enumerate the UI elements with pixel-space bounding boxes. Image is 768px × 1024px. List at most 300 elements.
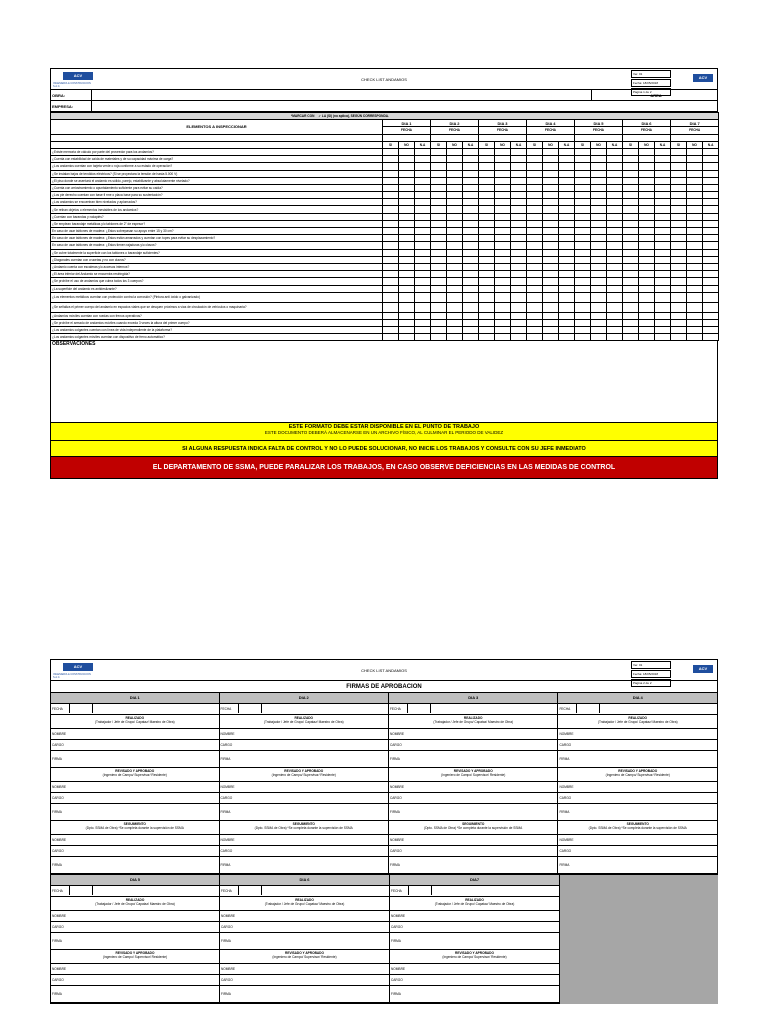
answer-cell[interactable] bbox=[655, 278, 671, 285]
answer-cell[interactable] bbox=[623, 177, 639, 184]
answer-cell[interactable] bbox=[559, 334, 575, 341]
answer-cell[interactable] bbox=[671, 163, 687, 170]
date-input[interactable] bbox=[527, 134, 575, 141]
answer-cell[interactable] bbox=[639, 148, 655, 155]
nombre-field[interactable] bbox=[558, 782, 717, 793]
answer-cell[interactable] bbox=[463, 228, 479, 235]
answer-cell[interactable] bbox=[511, 235, 527, 242]
answer-cell[interactable] bbox=[383, 249, 399, 256]
answer-cell[interactable] bbox=[575, 156, 591, 163]
cargo-field[interactable] bbox=[558, 740, 717, 751]
answer-cell[interactable] bbox=[415, 242, 431, 249]
answer-cell[interactable] bbox=[687, 285, 703, 292]
answer-cell[interactable] bbox=[431, 206, 447, 213]
answer-cell[interactable] bbox=[607, 184, 623, 191]
answer-cell[interactable] bbox=[431, 220, 447, 227]
answer-cell[interactable] bbox=[511, 148, 527, 155]
answer-cell[interactable] bbox=[463, 271, 479, 278]
answer-cell[interactable] bbox=[479, 312, 495, 319]
cargo-field[interactable] bbox=[51, 846, 219, 857]
answer-cell[interactable] bbox=[415, 292, 431, 302]
answer-cell[interactable] bbox=[543, 242, 559, 249]
answer-cell[interactable] bbox=[655, 327, 671, 334]
answer-cell[interactable] bbox=[479, 206, 495, 213]
answer-cell[interactable] bbox=[671, 156, 687, 163]
answer-cell[interactable] bbox=[671, 249, 687, 256]
answer-cell[interactable] bbox=[447, 156, 463, 163]
answer-cell[interactable] bbox=[463, 199, 479, 206]
answer-cell[interactable] bbox=[575, 206, 591, 213]
answer-cell[interactable] bbox=[527, 312, 543, 319]
answer-cell[interactable] bbox=[463, 263, 479, 270]
answer-cell[interactable] bbox=[607, 249, 623, 256]
answer-cell[interactable] bbox=[687, 220, 703, 227]
answer-cell[interactable] bbox=[623, 184, 639, 191]
answer-cell[interactable] bbox=[639, 163, 655, 170]
answer-cell[interactable] bbox=[527, 256, 543, 263]
answer-cell[interactable] bbox=[623, 285, 639, 292]
answer-cell[interactable] bbox=[431, 228, 447, 235]
answer-cell[interactable] bbox=[655, 235, 671, 242]
answer-cell[interactable] bbox=[399, 235, 415, 242]
answer-cell[interactable] bbox=[687, 199, 703, 206]
answer-cell[interactable] bbox=[655, 170, 671, 177]
answer-cell[interactable] bbox=[527, 213, 543, 220]
answer-cell[interactable] bbox=[639, 278, 655, 285]
answer-cell[interactable] bbox=[623, 292, 639, 302]
cargo-field[interactable] bbox=[51, 740, 219, 751]
answer-cell[interactable] bbox=[431, 319, 447, 326]
answer-cell[interactable] bbox=[543, 256, 559, 263]
answer-cell[interactable] bbox=[639, 256, 655, 263]
answer-cell[interactable] bbox=[431, 302, 447, 312]
answer-cell[interactable] bbox=[607, 228, 623, 235]
answer-cell[interactable] bbox=[495, 292, 511, 302]
answer-cell[interactable] bbox=[511, 292, 527, 302]
answer-cell[interactable] bbox=[527, 327, 543, 334]
answer-cell[interactable] bbox=[671, 263, 687, 270]
answer-cell[interactable] bbox=[703, 271, 719, 278]
answer-cell[interactable] bbox=[511, 184, 527, 191]
answer-cell[interactable] bbox=[575, 312, 591, 319]
answer-cell[interactable] bbox=[479, 235, 495, 242]
answer-cell[interactable] bbox=[575, 184, 591, 191]
answer-cell[interactable] bbox=[511, 271, 527, 278]
answer-cell[interactable] bbox=[479, 156, 495, 163]
answer-cell[interactable] bbox=[671, 278, 687, 285]
answer-cell[interactable] bbox=[463, 256, 479, 263]
answer-cell[interactable] bbox=[415, 148, 431, 155]
answer-cell[interactable] bbox=[687, 170, 703, 177]
answer-cell[interactable] bbox=[383, 292, 399, 302]
answer-cell[interactable] bbox=[543, 249, 559, 256]
firma-field[interactable] bbox=[51, 986, 219, 1003]
answer-cell[interactable] bbox=[415, 302, 431, 312]
answer-cell[interactable] bbox=[687, 228, 703, 235]
firma-field[interactable] bbox=[51, 751, 219, 768]
answer-cell[interactable] bbox=[543, 199, 559, 206]
answer-cell[interactable] bbox=[415, 199, 431, 206]
answer-cell[interactable] bbox=[559, 235, 575, 242]
answer-cell[interactable] bbox=[591, 327, 607, 334]
answer-cell[interactable] bbox=[543, 213, 559, 220]
answer-cell[interactable] bbox=[495, 263, 511, 270]
answer-cell[interactable] bbox=[607, 263, 623, 270]
answer-cell[interactable] bbox=[383, 271, 399, 278]
answer-cell[interactable] bbox=[431, 263, 447, 270]
answer-cell[interactable] bbox=[639, 242, 655, 249]
answer-cell[interactable] bbox=[431, 312, 447, 319]
answer-cell[interactable] bbox=[447, 292, 463, 302]
answer-cell[interactable] bbox=[575, 292, 591, 302]
answer-cell[interactable] bbox=[415, 220, 431, 227]
answer-cell[interactable] bbox=[655, 213, 671, 220]
answer-cell[interactable] bbox=[447, 302, 463, 312]
answer-cell[interactable] bbox=[607, 271, 623, 278]
answer-cell[interactable] bbox=[559, 249, 575, 256]
answer-cell[interactable] bbox=[511, 177, 527, 184]
answer-cell[interactable] bbox=[479, 263, 495, 270]
nombre-field[interactable] bbox=[220, 911, 389, 922]
answer-cell[interactable] bbox=[479, 327, 495, 334]
answer-cell[interactable] bbox=[511, 163, 527, 170]
nombre-field[interactable] bbox=[51, 782, 219, 793]
answer-cell[interactable] bbox=[655, 206, 671, 213]
answer-cell[interactable] bbox=[527, 177, 543, 184]
answer-cell[interactable] bbox=[591, 170, 607, 177]
answer-cell[interactable] bbox=[559, 256, 575, 263]
answer-cell[interactable] bbox=[703, 334, 719, 341]
firma-field[interactable] bbox=[51, 804, 219, 821]
answer-cell[interactable] bbox=[463, 249, 479, 256]
answer-cell[interactable] bbox=[575, 327, 591, 334]
answer-cell[interactable] bbox=[687, 292, 703, 302]
answer-cell[interactable] bbox=[687, 184, 703, 191]
date-input[interactable] bbox=[575, 134, 623, 141]
answer-cell[interactable] bbox=[463, 319, 479, 326]
answer-cell[interactable] bbox=[575, 148, 591, 155]
answer-cell[interactable] bbox=[559, 285, 575, 292]
answer-cell[interactable] bbox=[703, 278, 719, 285]
answer-cell[interactable] bbox=[575, 170, 591, 177]
answer-cell[interactable] bbox=[495, 170, 511, 177]
answer-cell[interactable] bbox=[383, 327, 399, 334]
nombre-field[interactable] bbox=[389, 782, 557, 793]
cargo-field[interactable] bbox=[51, 975, 219, 986]
answer-cell[interactable] bbox=[511, 228, 527, 235]
answer-cell[interactable] bbox=[559, 242, 575, 249]
answer-cell[interactable] bbox=[527, 302, 543, 312]
answer-cell[interactable] bbox=[399, 163, 415, 170]
answer-cell[interactable] bbox=[575, 278, 591, 285]
answer-cell[interactable] bbox=[559, 170, 575, 177]
answer-cell[interactable] bbox=[607, 285, 623, 292]
answer-cell[interactable] bbox=[591, 206, 607, 213]
answer-cell[interactable] bbox=[495, 249, 511, 256]
answer-cell[interactable] bbox=[639, 235, 655, 242]
answer-cell[interactable] bbox=[431, 184, 447, 191]
answer-cell[interactable] bbox=[591, 156, 607, 163]
nombre-field[interactable] bbox=[51, 911, 219, 922]
answer-cell[interactable] bbox=[591, 319, 607, 326]
answer-cell[interactable] bbox=[607, 199, 623, 206]
answer-cell[interactable] bbox=[575, 163, 591, 170]
answer-cell[interactable] bbox=[575, 263, 591, 270]
answer-cell[interactable] bbox=[655, 163, 671, 170]
answer-cell[interactable] bbox=[559, 319, 575, 326]
answer-cell[interactable] bbox=[671, 312, 687, 319]
answer-cell[interactable] bbox=[591, 220, 607, 227]
answer-cell[interactable] bbox=[591, 334, 607, 341]
answer-cell[interactable] bbox=[543, 170, 559, 177]
nombre-field[interactable] bbox=[51, 835, 219, 846]
answer-cell[interactable] bbox=[431, 249, 447, 256]
nombre-field[interactable] bbox=[389, 835, 557, 846]
answer-cell[interactable] bbox=[703, 242, 719, 249]
answer-cell[interactable] bbox=[575, 228, 591, 235]
answer-cell[interactable] bbox=[559, 199, 575, 206]
answer-cell[interactable] bbox=[559, 177, 575, 184]
answer-cell[interactable] bbox=[383, 206, 399, 213]
answer-cell[interactable] bbox=[447, 235, 463, 242]
answer-cell[interactable] bbox=[559, 302, 575, 312]
answer-cell[interactable] bbox=[447, 334, 463, 341]
answer-cell[interactable] bbox=[623, 327, 639, 334]
answer-cell[interactable] bbox=[527, 192, 543, 199]
answer-cell[interactable] bbox=[703, 256, 719, 263]
firma-field[interactable] bbox=[220, 751, 388, 768]
answer-cell[interactable] bbox=[495, 184, 511, 191]
answer-cell[interactable] bbox=[463, 312, 479, 319]
answer-cell[interactable] bbox=[687, 278, 703, 285]
firma-field[interactable] bbox=[389, 857, 557, 874]
cargo-field[interactable] bbox=[558, 793, 717, 804]
answer-cell[interactable] bbox=[463, 177, 479, 184]
answer-cell[interactable] bbox=[687, 177, 703, 184]
answer-cell[interactable] bbox=[479, 170, 495, 177]
answer-cell[interactable] bbox=[447, 163, 463, 170]
answer-cell[interactable] bbox=[431, 285, 447, 292]
answer-cell[interactable] bbox=[703, 327, 719, 334]
answer-cell[interactable] bbox=[559, 184, 575, 191]
answer-cell[interactable] bbox=[655, 319, 671, 326]
answer-cell[interactable] bbox=[687, 334, 703, 341]
answer-cell[interactable] bbox=[415, 156, 431, 163]
answer-cell[interactable] bbox=[479, 163, 495, 170]
answer-cell[interactable] bbox=[383, 312, 399, 319]
answer-cell[interactable] bbox=[687, 235, 703, 242]
answer-cell[interactable] bbox=[607, 220, 623, 227]
answer-cell[interactable] bbox=[495, 199, 511, 206]
answer-cell[interactable] bbox=[559, 327, 575, 334]
answer-cell[interactable] bbox=[399, 220, 415, 227]
date-input[interactable] bbox=[431, 134, 479, 141]
answer-cell[interactable] bbox=[495, 312, 511, 319]
nombre-field[interactable] bbox=[390, 964, 559, 975]
firma-field[interactable] bbox=[389, 751, 557, 768]
answer-cell[interactable] bbox=[527, 170, 543, 177]
answer-cell[interactable] bbox=[495, 228, 511, 235]
answer-cell[interactable] bbox=[687, 213, 703, 220]
answer-cell[interactable] bbox=[463, 278, 479, 285]
answer-cell[interactable] bbox=[671, 228, 687, 235]
answer-cell[interactable] bbox=[527, 285, 543, 292]
answer-cell[interactable] bbox=[575, 319, 591, 326]
answer-cell[interactable] bbox=[447, 285, 463, 292]
answer-cell[interactable] bbox=[623, 163, 639, 170]
answer-cell[interactable] bbox=[591, 271, 607, 278]
answer-cell[interactable] bbox=[623, 263, 639, 270]
answer-cell[interactable] bbox=[591, 184, 607, 191]
answer-cell[interactable] bbox=[447, 184, 463, 191]
answer-cell[interactable] bbox=[399, 278, 415, 285]
answer-cell[interactable] bbox=[639, 199, 655, 206]
answer-cell[interactable] bbox=[511, 192, 527, 199]
firma-field[interactable] bbox=[558, 857, 717, 874]
answer-cell[interactable] bbox=[383, 156, 399, 163]
answer-cell[interactable] bbox=[383, 263, 399, 270]
answer-cell[interactable] bbox=[495, 334, 511, 341]
answer-cell[interactable] bbox=[479, 192, 495, 199]
answer-cell[interactable] bbox=[671, 148, 687, 155]
answer-cell[interactable] bbox=[527, 242, 543, 249]
answer-cell[interactable] bbox=[591, 278, 607, 285]
fecha-field[interactable] bbox=[220, 704, 388, 715]
answer-cell[interactable] bbox=[703, 302, 719, 312]
answer-cell[interactable] bbox=[655, 184, 671, 191]
answer-cell[interactable] bbox=[447, 148, 463, 155]
answer-cell[interactable] bbox=[623, 302, 639, 312]
answer-cell[interactable] bbox=[431, 163, 447, 170]
answer-cell[interactable] bbox=[383, 256, 399, 263]
answer-cell[interactable] bbox=[543, 319, 559, 326]
answer-cell[interactable] bbox=[671, 292, 687, 302]
answer-cell[interactable] bbox=[479, 292, 495, 302]
answer-cell[interactable] bbox=[495, 148, 511, 155]
answer-cell[interactable] bbox=[671, 235, 687, 242]
answer-cell[interactable] bbox=[511, 312, 527, 319]
answer-cell[interactable] bbox=[655, 228, 671, 235]
answer-cell[interactable] bbox=[623, 156, 639, 163]
answer-cell[interactable] bbox=[703, 292, 719, 302]
answer-cell[interactable] bbox=[527, 184, 543, 191]
answer-cell[interactable] bbox=[383, 228, 399, 235]
answer-cell[interactable] bbox=[639, 206, 655, 213]
answer-cell[interactable] bbox=[655, 242, 671, 249]
answer-cell[interactable] bbox=[527, 156, 543, 163]
answer-cell[interactable] bbox=[479, 177, 495, 184]
answer-cell[interactable] bbox=[399, 271, 415, 278]
answer-cell[interactable] bbox=[623, 220, 639, 227]
answer-cell[interactable] bbox=[527, 292, 543, 302]
date-input[interactable] bbox=[383, 134, 431, 141]
nombre-field[interactable] bbox=[220, 835, 388, 846]
fecha-field[interactable] bbox=[220, 886, 389, 897]
answer-cell[interactable] bbox=[431, 213, 447, 220]
cargo-field[interactable] bbox=[389, 740, 557, 751]
answer-cell[interactable] bbox=[463, 156, 479, 163]
date-input[interactable] bbox=[671, 134, 719, 141]
answer-cell[interactable] bbox=[591, 213, 607, 220]
answer-cell[interactable] bbox=[383, 163, 399, 170]
answer-cell[interactable] bbox=[687, 263, 703, 270]
answer-cell[interactable] bbox=[511, 256, 527, 263]
answer-cell[interactable] bbox=[591, 302, 607, 312]
answer-cell[interactable] bbox=[479, 148, 495, 155]
answer-cell[interactable] bbox=[511, 327, 527, 334]
answer-cell[interactable] bbox=[543, 156, 559, 163]
answer-cell[interactable] bbox=[399, 156, 415, 163]
answer-cell[interactable] bbox=[607, 156, 623, 163]
answer-cell[interactable] bbox=[543, 285, 559, 292]
answer-cell[interactable] bbox=[431, 235, 447, 242]
answer-cell[interactable] bbox=[543, 184, 559, 191]
answer-cell[interactable] bbox=[607, 213, 623, 220]
answer-cell[interactable] bbox=[447, 278, 463, 285]
answer-cell[interactable] bbox=[543, 263, 559, 270]
answer-cell[interactable] bbox=[591, 242, 607, 249]
answer-cell[interactable] bbox=[687, 206, 703, 213]
answer-cell[interactable] bbox=[575, 235, 591, 242]
answer-cell[interactable] bbox=[383, 302, 399, 312]
answer-cell[interactable] bbox=[511, 334, 527, 341]
answer-cell[interactable] bbox=[575, 302, 591, 312]
answer-cell[interactable] bbox=[639, 319, 655, 326]
answer-cell[interactable] bbox=[671, 256, 687, 263]
answer-cell[interactable] bbox=[527, 319, 543, 326]
answer-cell[interactable] bbox=[559, 278, 575, 285]
answer-cell[interactable] bbox=[495, 271, 511, 278]
answer-cell[interactable] bbox=[623, 148, 639, 155]
answer-cell[interactable] bbox=[527, 249, 543, 256]
answer-cell[interactable] bbox=[495, 256, 511, 263]
nombre-field[interactable] bbox=[220, 964, 389, 975]
nombre-field[interactable] bbox=[220, 782, 388, 793]
answer-cell[interactable] bbox=[399, 302, 415, 312]
answer-cell[interactable] bbox=[431, 170, 447, 177]
answer-cell[interactable] bbox=[559, 206, 575, 213]
firma-field[interactable] bbox=[220, 986, 389, 1003]
cargo-field[interactable] bbox=[389, 793, 557, 804]
answer-cell[interactable] bbox=[495, 163, 511, 170]
answer-cell[interactable] bbox=[623, 192, 639, 199]
answer-cell[interactable] bbox=[671, 177, 687, 184]
answer-cell[interactable] bbox=[495, 278, 511, 285]
answer-cell[interactable] bbox=[383, 278, 399, 285]
answer-cell[interactable] bbox=[687, 256, 703, 263]
answer-cell[interactable] bbox=[479, 184, 495, 191]
answer-cell[interactable] bbox=[623, 199, 639, 206]
answer-cell[interactable] bbox=[415, 228, 431, 235]
answer-cell[interactable] bbox=[671, 213, 687, 220]
answer-cell[interactable] bbox=[687, 271, 703, 278]
answer-cell[interactable] bbox=[447, 177, 463, 184]
nombre-field[interactable] bbox=[389, 729, 557, 740]
answer-cell[interactable] bbox=[671, 184, 687, 191]
answer-cell[interactable] bbox=[463, 148, 479, 155]
answer-cell[interactable] bbox=[415, 163, 431, 170]
answer-cell[interactable] bbox=[591, 249, 607, 256]
answer-cell[interactable] bbox=[431, 292, 447, 302]
answer-cell[interactable] bbox=[511, 263, 527, 270]
answer-cell[interactable] bbox=[463, 327, 479, 334]
answer-cell[interactable] bbox=[511, 213, 527, 220]
answer-cell[interactable] bbox=[511, 206, 527, 213]
answer-cell[interactable] bbox=[399, 249, 415, 256]
answer-cell[interactable] bbox=[543, 278, 559, 285]
answer-cell[interactable] bbox=[671, 302, 687, 312]
answer-cell[interactable] bbox=[639, 302, 655, 312]
